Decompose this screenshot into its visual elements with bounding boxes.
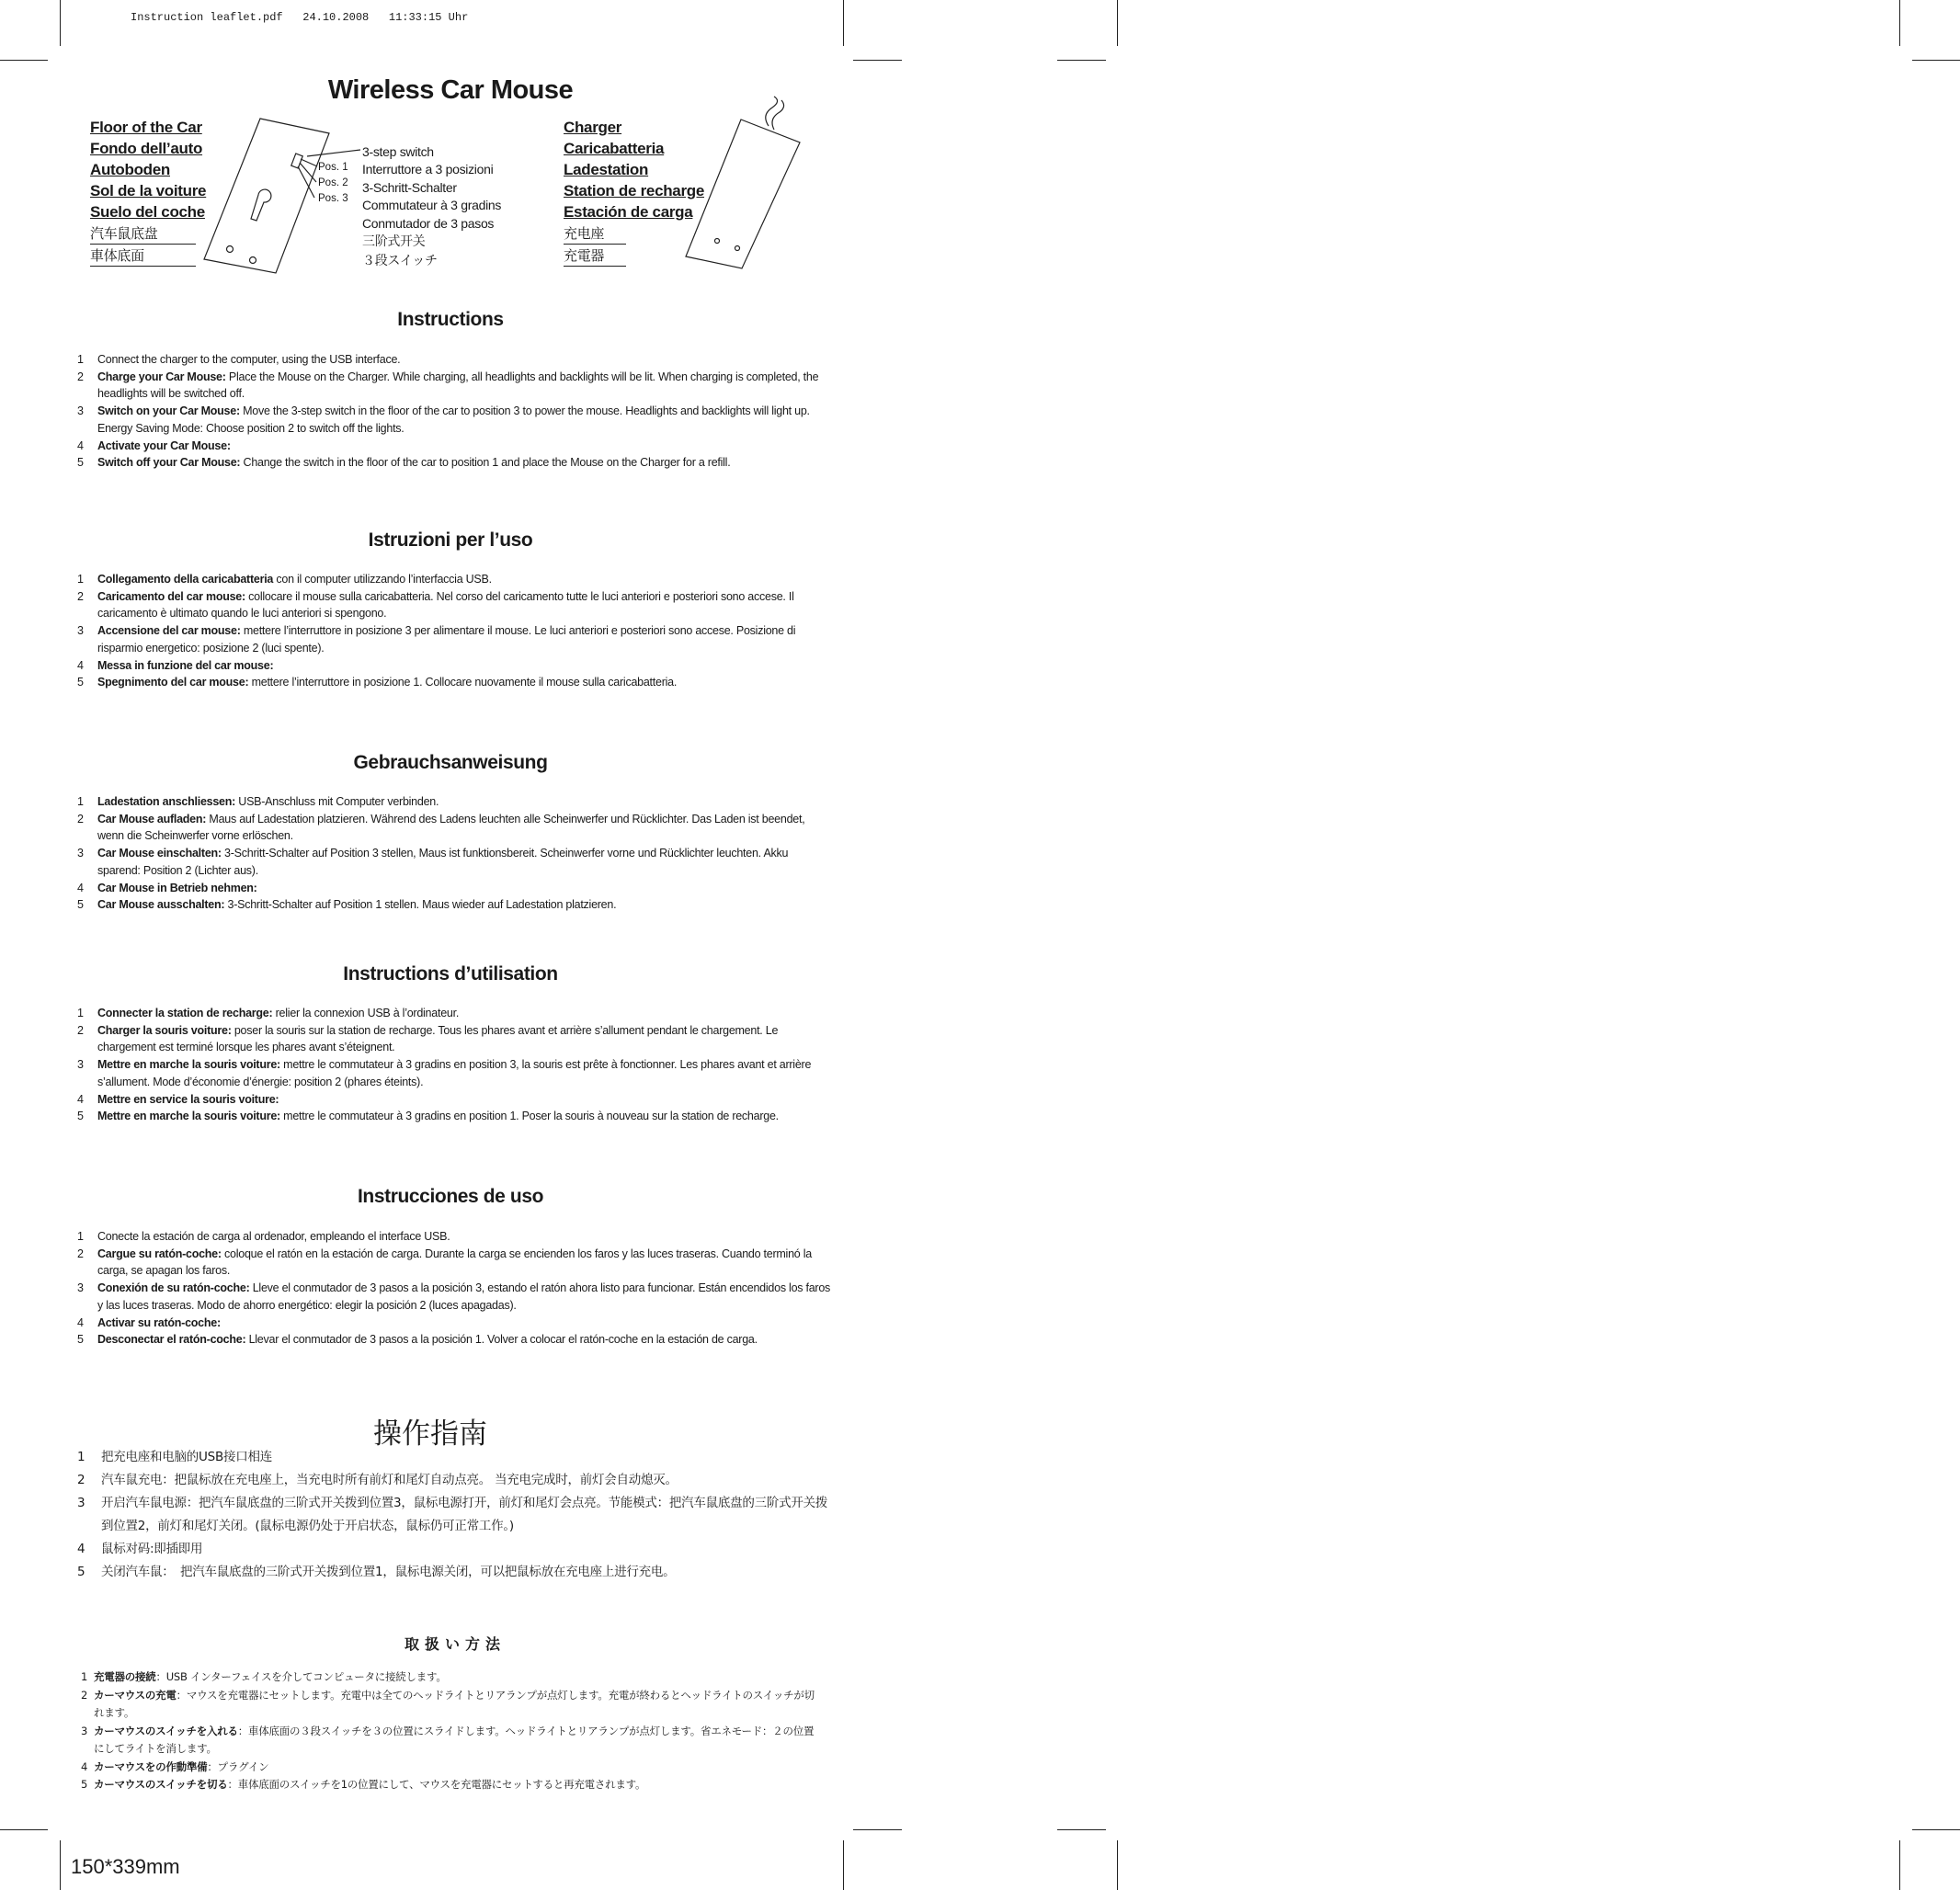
floor-labels: [90, 117, 206, 267]
switch-shape: [291, 154, 302, 168]
header-filename: Instruction leaflet.pdf: [131, 11, 283, 24]
list-item: 4 Messa in funzione del car mouse:: [77, 658, 274, 672]
section-steps: [77, 1228, 831, 1349]
charger-label: Ladestation: [564, 161, 649, 178]
chinese-steps: [77, 1446, 831, 1584]
list-item: 5 Switch off your Car Mouse: Change the switch in the floor of the car to position 1 and place the Mouse on the Charger for a refill.: [77, 456, 731, 470]
list-item: 1 Connecter la station de recharge: relier la connexion USB à l’ordinateur.: [77, 1007, 460, 1019]
charger-label: Estación de carga: [564, 203, 693, 221]
position-labels: [318, 160, 348, 207]
list-item: 3 Mettre en marche la souris voiture: mettre le commutateur à 3 gradins en position 3, la souris est prête à fonctionner. Les phares avant et arrière s’allument. Mode d’économie d’énergie: position 2 (phares éteints).: [77, 1058, 812, 1088]
floor-label: Sol de la voiture: [90, 182, 207, 199]
charger-label: 充电座: [564, 224, 626, 245]
list-item: 1 把充电座和电脑的USB接口相连: [77, 1450, 272, 1464]
floor-label: Autoboden: [90, 161, 170, 178]
list-item: 5 Car Mouse ausschalten: 3-Schritt-Schalter auf Position 1 stellen. Maus wieder auf Ladestation platzieren.: [77, 898, 617, 912]
japanese-steps: [81, 1668, 816, 1794]
section-steps: [77, 1005, 831, 1125]
list-item: 4 カーマウスをの作動準備：プラグイン: [81, 1759, 269, 1773]
list-item: 1 充電器の接続：USB インターフェイスを介してコンピュータに接続します。: [81, 1670, 447, 1683]
list-item: 4 鼠标对码:即插即用: [77, 1542, 203, 1556]
list-item: 4 Activate your Car Mouse:: [77, 438, 231, 452]
document-title: Wireless Car Mouse: [327, 75, 574, 105]
charger-label: Charger: [564, 119, 622, 136]
list-item: 2 Car Mouse aufladen: Maus auf Ladestation platzieren. Während des Ladens leuchten alle Scheinwerfer und Rücklichter. Das Laden ist beendet, wenn die Scheinwerfer vorne erlöschen.: [77, 812, 805, 843]
list-item: 4 Car Mouse in Betrieb nehmen:: [77, 881, 257, 894]
list-item: 1 Connect the charger to the computer, using the USB interface.: [77, 353, 401, 366]
switch-label: ３段スイッチ: [362, 254, 438, 269]
switch-label: 三阶式开关: [362, 234, 426, 250]
list-item: 5 Mettre en marche la souris voiture: mettre le commutateur à 3 gradins en position 1. Poser la souris à nouveau sur la station de recharge.: [77, 1110, 779, 1123]
switch-labels: [362, 143, 501, 271]
keyhole-shape: [251, 189, 271, 221]
list-item: 2 Charge your Car Mouse: Place the Mouse on the Charger. While charging, all headlights and backlights will be lit. When charging is completed, the headlights will be switched off.: [77, 370, 819, 401]
list-item: 2 カーマウスの充電：マウスを充電器にセットします。充電中は全てのヘッドライトとリアランプが点灯します。充電が終わるとヘッドライトのスイッチが切れます。: [81, 1688, 815, 1719]
section-steps: [77, 793, 831, 914]
list-item: 5 カーマウスのスイッチを切る：車体底面のスイッチを1の位置にして、マウスを充電器にセットすると再充電されます。: [81, 1778, 646, 1791]
floor-label: Fondo dell’auto: [90, 140, 203, 157]
section-title: Instructions d’utilisation: [343, 963, 558, 985]
position-label: Pos. 2: [318, 177, 348, 188]
section-title: Instrucciones de uso: [357, 1186, 544, 1207]
list-item: 1 Ladestation anschliessen: USB-Anschluss mit Computer verbinden.: [77, 795, 439, 808]
floor-label: Floor of the Car: [90, 119, 202, 136]
position-label: Pos. 3: [318, 193, 348, 204]
car-floor-panel-shape: [204, 119, 329, 273]
switch-label: 3-Schritt-Schalter: [362, 179, 457, 195]
position-label: Pos. 1: [318, 162, 348, 173]
list-item: 4 Mettre en service la souris voiture:: [77, 1092, 279, 1106]
chinese-title: 操作指南: [373, 1418, 487, 1451]
section-title: Gebrauchsanweisung: [353, 752, 548, 773]
japanese-title: 取扱い方法: [404, 1635, 506, 1653]
list-item: 3 カーマウスのスイッチを入れる：車体底面の３段スイッチを３の位置にスライドします。ヘッドライトとリアランプが点灯します。省エネモード：２の位置にしてライトを消します。: [81, 1724, 815, 1755]
switch-label: Interruttore a 3 posizioni: [362, 162, 494, 177]
header-date: 24.10.2008: [302, 11, 370, 24]
list-item: 3 开启汽车鼠电源：把汽车鼠底盘的三阶式开关拨到位置3，鼠标电源打开，前灯和尾灯会点亮。节能模式：把汽车鼠底盘的三阶式开关拨到位置2，前灯和尾灯关闭。(鼠标电源仍处于开启状态，鼠标仍可正常工作。): [77, 1496, 828, 1533]
floor-label: Suelo del coche: [90, 203, 205, 221]
list-item: 3 Car Mouse einschalten: 3-Schritt-Schalter auf Position 3 stellen, Maus ist funktionsbereit. Scheinwerfer vorne und Rücklichter leuchten. Akku sparend: Position 2 (Lichter aus).: [77, 847, 789, 877]
section-title: Istruzioni per l’uso: [368, 529, 533, 551]
charger-label: Caricabatteria: [564, 140, 665, 157]
charger-label: Station de recharge: [564, 182, 705, 199]
list-item: 4 Activar su ratón-coche:: [77, 1315, 221, 1329]
list-item: 3 Switch on your Car Mouse: Move the 3-step switch in the floor of the car to position 3 to power the mouse. Headlights and backlights will light up. Energy Saving Mode: Choose position 2 to switch off the lights.: [77, 404, 810, 435]
list-item: 5 Spegnimento del car mouse: mettere l’interruttore in posizione 1. Collocare nuovamente il mouse sulla caricabatteria.: [77, 676, 678, 689]
switch-label: Commutateur à 3 gradins: [362, 198, 502, 213]
list-item: 3 Accensione del car mouse: mettere l’interruttore in posizione 3 per alimentare il mouse. Le luci anteriori e posteriori sono accese. Posizione di risparmio energetico: posizione 2 (luci spente).: [77, 624, 796, 655]
charger-labels: [564, 117, 704, 267]
section-title: Instructions: [397, 309, 504, 330]
list-item: 1 Collegamento della caricabatteria con il computer utilizzando l’interfaccia USB.: [77, 573, 492, 586]
switch-label: Conmutador de 3 pasos: [362, 215, 495, 231]
list-item: 3 Conexión de su ratón-coche: Lleve el conmutador de 3 pasos a la posición 3, estando el ratón ahora listo para funcionar. Están encendidos los faros y las luces traseras. Modo de ahorro energético: elegir la posición 2 (luces apagadas).: [77, 1281, 831, 1312]
list-item: 5 Desconectar el ratón-coche: Llevar el conmutador de 3 pasos a la posición 1. Volver a colocar el ratón-coche en la estación de carga.: [77, 1333, 758, 1347]
list-item: 5 关闭汽车鼠： 把汽车鼠底盘的三阶式开关拨到位置1，鼠标电源关闭，可以把鼠标放在充电座上进行充电。: [77, 1565, 676, 1579]
charger-label: 充電器: [564, 246, 626, 267]
list-item: 2 汽车鼠充电：把鼠标放在充电座上，当充电时所有前灯和尾灯自动点亮。 当充电完成时，前灯会自动熄灭。: [77, 1473, 678, 1487]
floor-label: 汽车鼠底盘: [90, 224, 196, 245]
list-item: 2 Cargue su ratón-coche: coloque el ratón en la estación de carga. Durante la carga se encienden los faros y las luces traseras. Cuando terminó la carga, se apagan los faros.: [77, 1247, 812, 1278]
list-item: 2 Charger la souris voiture: poser la souris sur la station de recharge. Tous les phares avant et arrière s’allument pendant le chargement. Le chargement est terminé lorsque les phares avant s’éteignent.: [77, 1023, 779, 1054]
header-time: 11:33:15 Uhr: [388, 11, 469, 24]
list-item: 2 Caricamento del car mouse: collocare il mouse sulla caricabatteria. Nel corso del caricamento tutte le luci anteriori e posteriori sono accese. Il caricamento è ultimato quando le luci anteriori si spengono.: [77, 589, 794, 621]
section-steps: [77, 351, 831, 472]
list-item: 1 Conecte la estación de carga al ordenador, empleando el interface USB.: [77, 1230, 450, 1243]
switch-label: 3-step switch: [362, 144, 434, 159]
size-label: 150*339mm: [71, 1855, 180, 1878]
floor-label: 車体底面: [90, 246, 196, 267]
section-steps: [77, 571, 831, 691]
